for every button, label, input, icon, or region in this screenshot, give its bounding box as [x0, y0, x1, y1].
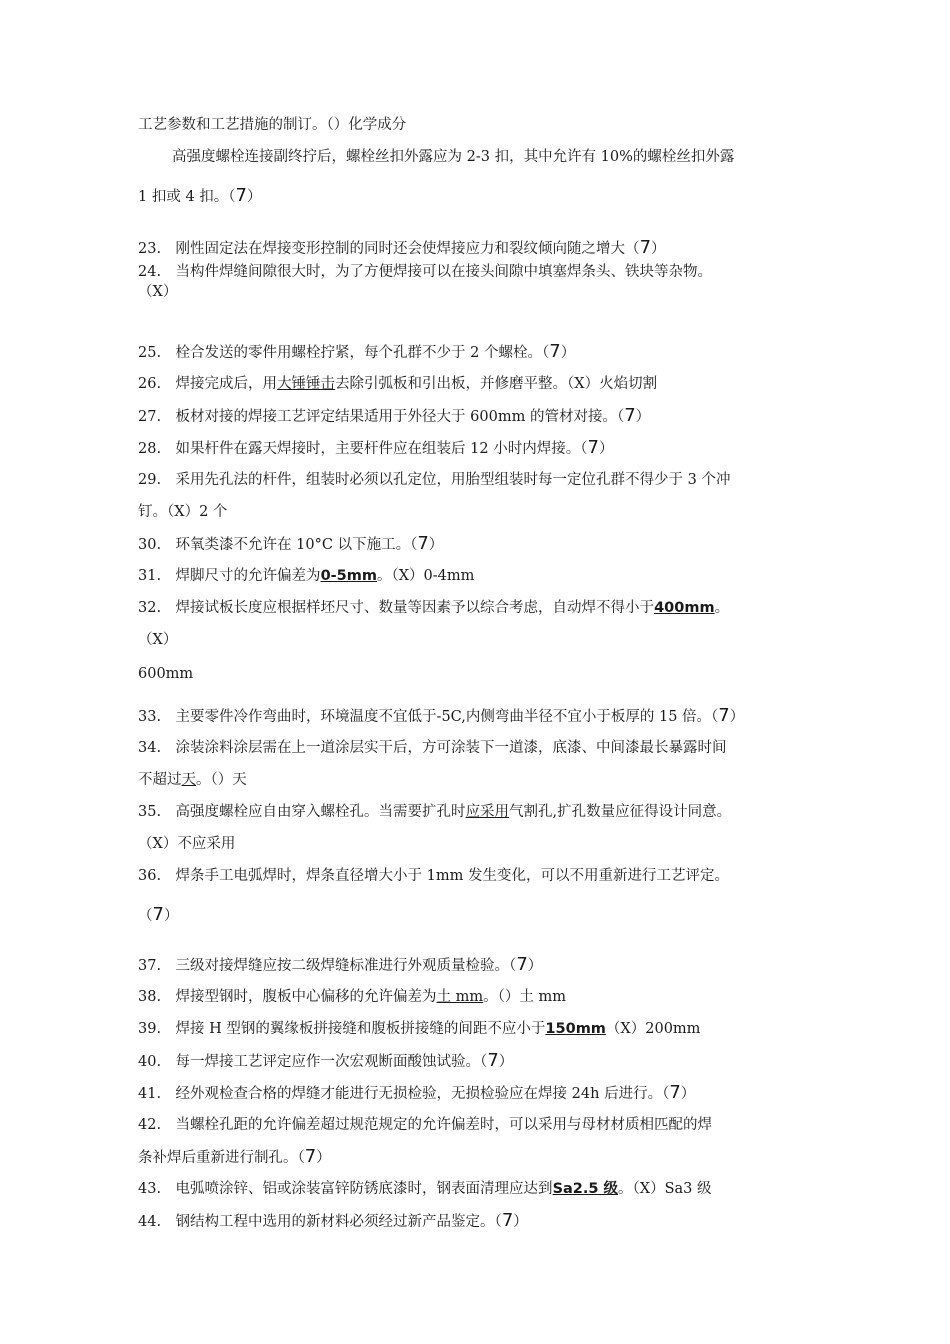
question-29: 29. 采用先孔法的杆件，组装时必须以孔定位，用胎型组装时每一定位孔群不得少于 3 个冲 — [138, 472, 731, 488]
answer-24: （X） — [138, 284, 178, 300]
question-39: 39. 焊接 H 型钢的翼缘板拼接缝和腹板拼接缝的间距不应小于150mm（X）200mm — [138, 1021, 701, 1037]
question-25: 25. 栓合发送的零件用螺栓拧紧，每个孔群不少于 2 个螺栓。（7） — [138, 341, 576, 362]
question-33: 33. 主要零件冷作弯曲时，环境温度不宜低于-5C,内侧弯曲半径不宜小于板厚的 15 倍。（7） — [138, 705, 745, 726]
question-42: 42. 当螺栓孔距的允许偏差超过规范规定的允许偏差时，可以采用与母材材质相匹配的焊 — [138, 1117, 713, 1133]
question-44: 44. 钢结构工程中选用的新材料必须经过新产品鉴定。（7） — [138, 1210, 528, 1231]
answer-29: 钉。（X）2 个 — [138, 504, 228, 520]
question-36: 36. 焊条手工电弧焊时，焊条直径增大小于 1mm 发生变化，可以不用重新进行工艺评定。 — [138, 868, 729, 884]
question-37: 37. 三级对接焊缝应按二级焊缝标准进行外观质量检验。（7） — [138, 954, 543, 975]
text-line: 高强度螺栓连接副终拧后，螺栓丝扣外露应为 2-3 扣，其中允许有 10%的螺栓丝扣外露 — [172, 149, 735, 165]
question-31: 31. 焊脚尺寸的允许偏差为0-5mm。（X）0-4mm — [138, 568, 475, 584]
question-38: 38. 焊接型钢时，腹板中心偏移的允许偏差为土 mm。（）土 mm — [138, 989, 567, 1005]
answer-32-value: 600mm — [138, 666, 194, 682]
answer-36: （7） — [138, 904, 179, 925]
answer-34: 不超过天。（）天 — [138, 772, 247, 788]
question-28: 28. 如果杆件在露天焊接时，主要杆件应在组装后 12 小时内焊接。（7） — [138, 437, 614, 458]
question-24: 24. 当构件焊缝间隙很大时，为了方便焊接可以在接头间隙中填塞焊条头、铁块等杂物。 — [138, 264, 713, 280]
question-34: 34. 涂装涂料涂层需在上一道涂层实干后，方可涂装下一道漆，底漆、中间漆最长暴露时间 — [138, 740, 727, 756]
question-23: 23. 刚性固定法在焊接变形控制的同时还会使焊接应力和裂纹倾向随之增大（7） — [138, 237, 666, 258]
answer-35: （X）不应采用 — [138, 836, 236, 852]
question-35: 35. 高强度螺栓应自由穿入螺栓孔。当需要扩孔时应采用气割孔,扩孔数量应征得设计同意。 — [138, 804, 732, 820]
question-30: 30. 环氧类漆不允许在 10°C 以下施工。（7） — [138, 533, 444, 554]
question-27: 27. 板材对接的焊接工艺评定结果适用于外径大于 600mm 的管材对接。（7） — [138, 405, 651, 426]
question-26: 26. 焊接完成后，用大锤锤击去除引弧板和引出板，并修磨平整。（X）火焰切割 — [138, 376, 658, 392]
question-41: 41. 经外观检查合格的焊缝才能进行无损检验，无损检验应在焊接 24h 后进行。（7） — [138, 1082, 696, 1103]
question-43: 43. 电弧喷涂锌、铝或涂装富锌防锈底漆时，钢表面清理应达到Sa2.5 级。（X）Sa3 级 — [138, 1181, 712, 1197]
text-line: 工艺参数和工艺措施的制订。（）化学成分 — [138, 117, 407, 133]
answer-42: 条补焊后重新进行制孔。（7） — [138, 1146, 331, 1167]
text-line: 1 扣或 4 扣。（7） — [138, 185, 262, 206]
answer-32: （X） — [138, 632, 178, 648]
question-32: 32. 焊接试板长度应根据样坯尺寸、数量等因素予以综合考虑，自动焊不得小于400mm。 — [138, 600, 730, 616]
question-40: 40. 每一焊接工艺评定应作一次宏观断面酸蚀试验。（7） — [138, 1050, 514, 1071]
